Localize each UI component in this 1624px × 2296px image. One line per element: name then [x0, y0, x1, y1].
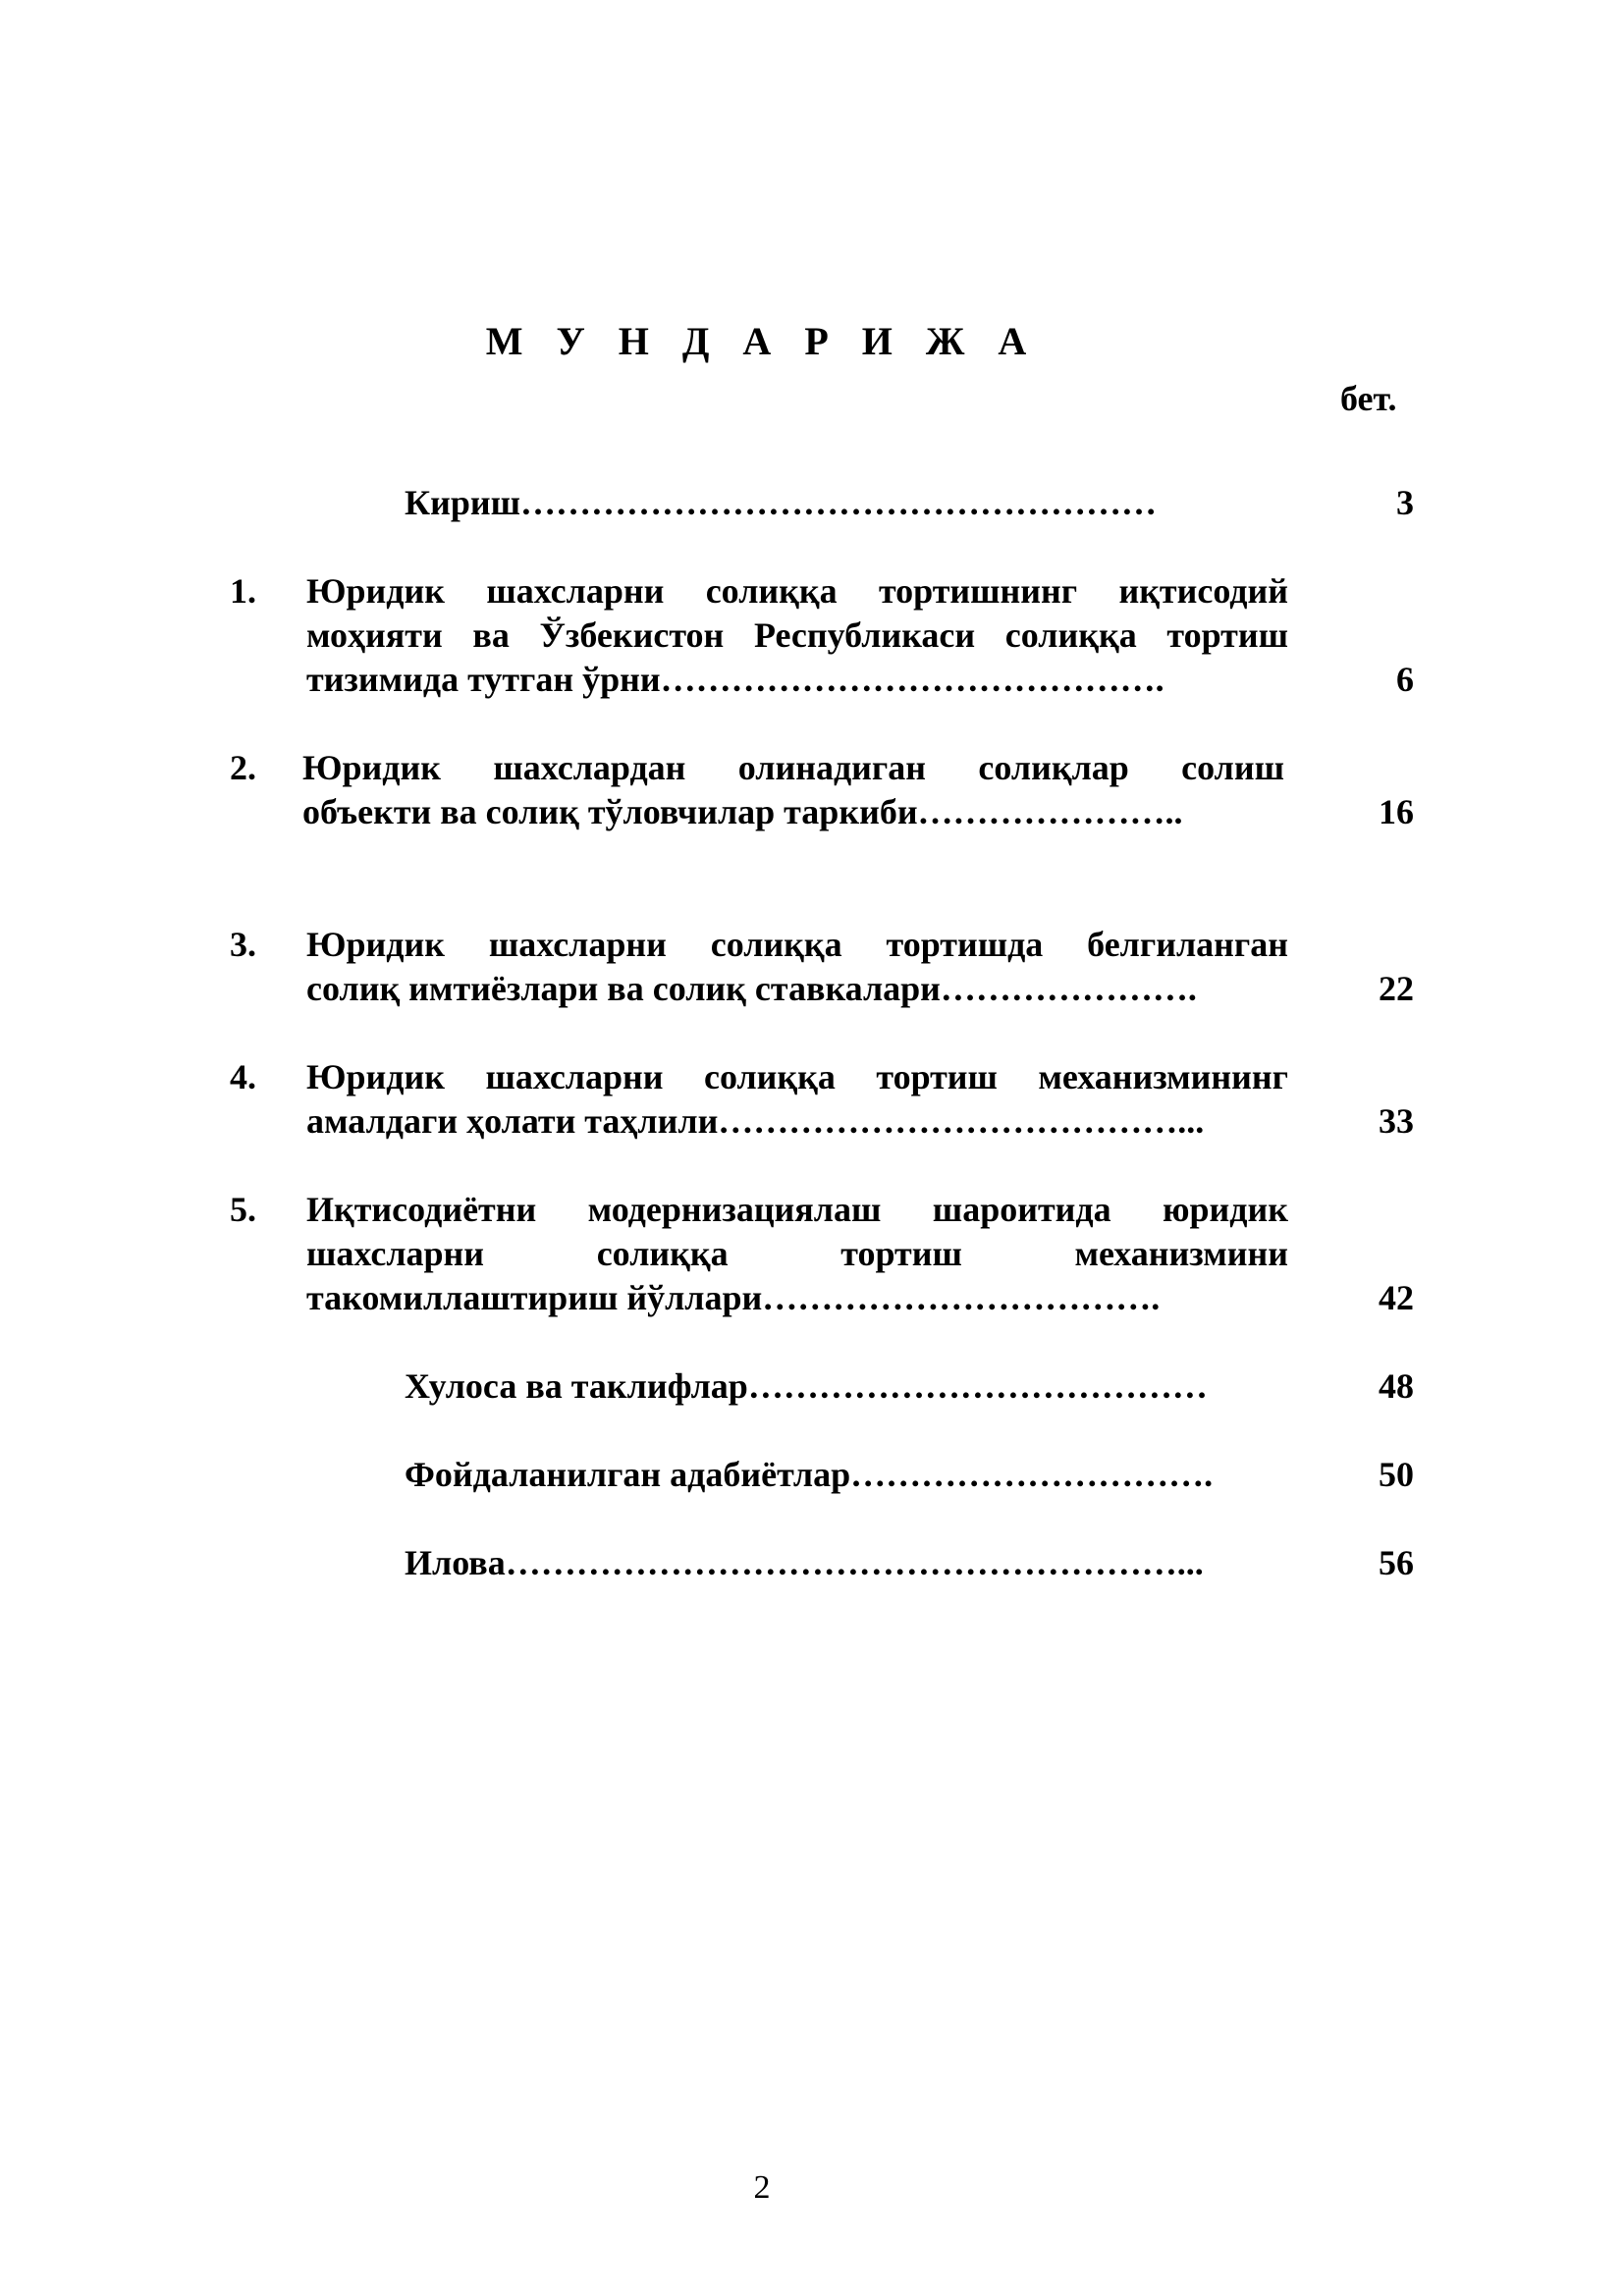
toc-entry-line: моҳияти ва Ўзбекистон Республикаси солиққа тортиш [306, 615, 1288, 655]
toc-entry-page: 6 [1396, 660, 1414, 699]
toc-entry-text [306, 1055, 1288, 1144]
toc-entry-text [306, 1188, 1288, 1320]
toc-entry-text [405, 1453, 1288, 1497]
toc-entry-page: 22 [1379, 969, 1414, 1008]
toc-entry-chapter-4[interactable] [0, 1055, 1624, 1144]
page-title: М У Н Д А Р И Ж А [485, 319, 1039, 363]
toc-entry-line: объекти ва солиқ тўловчилар таркиби………………….. [302, 792, 1183, 831]
toc-entry-line: Юридик шахсларни солиққа тортиш механизмининг [306, 1057, 1288, 1096]
toc-entry-number: 5. [230, 1190, 256, 1229]
toc-entry-conclusion[interactable] [0, 1364, 1624, 1409]
toc-entry-text [306, 923, 1288, 1011]
toc-entry-chapter-2[interactable] [0, 746, 1624, 834]
toc-entry-line: Иқтисодиётни модернизациялаш шароитида юридик [306, 1190, 1288, 1229]
toc-entry-introduction[interactable] [0, 481, 1624, 525]
toc-entry-chapter-1[interactable] [0, 569, 1624, 702]
footer-page-number: 2 [753, 2169, 771, 2206]
toc-entry-number: 1. [230, 571, 256, 611]
toc-entry-text [306, 569, 1288, 702]
toc-entry-page: 50 [1379, 1455, 1414, 1494]
toc-entry-chapter-3[interactable] [0, 923, 1624, 1011]
toc-entry-chapter-5[interactable] [0, 1188, 1624, 1320]
toc-entry-number: 2. [230, 748, 256, 787]
toc-entry-text [405, 481, 1288, 525]
toc-entry-page: 42 [1379, 1278, 1414, 1317]
toc-entry-page: 56 [1379, 1543, 1414, 1582]
toc-entry-line: шахсларни солиққа тортиш механизмини [306, 1234, 1288, 1273]
toc-entry-line: такомиллаштириш йўллари……………………………. [306, 1278, 1161, 1317]
toc-entry-appendix[interactable] [0, 1541, 1624, 1585]
toc-entry-line: тизимида тутган ўрни……………………………………. [306, 660, 1164, 699]
toc-entry-text [302, 746, 1284, 834]
toc-entry-line: Юридик шахсларни солиққа тортишнинг иқтисодий [306, 571, 1288, 611]
toc-entry-line: Кириш……………………………………………… [405, 483, 1158, 522]
toc-entry-line: Юридик шахслардан олинадиган солиқлар солиш [302, 748, 1284, 787]
toc-entry-line: Юридик шахсларни солиққа тортишда белгиланган [306, 925, 1288, 964]
toc-entry-page: 48 [1379, 1366, 1414, 1406]
toc-entry-references[interactable] [0, 1453, 1624, 1497]
toc-entry-page: 16 [1379, 792, 1414, 831]
toc-entry-text [405, 1541, 1288, 1585]
toc-entry-line: Хулоса ва таклифлар………………………………… [405, 1366, 1208, 1406]
toc-entry-line: Фойдаланилган адабиётлар…………………………. [405, 1455, 1214, 1494]
toc-entry-number: 3. [230, 925, 256, 964]
toc-entry-text [405, 1364, 1288, 1409]
page-column-label: бет. [1340, 379, 1397, 418]
toc-entry-page: 3 [1396, 483, 1414, 522]
toc-entry-line: Илова…………………………………………………... [405, 1543, 1204, 1582]
toc-entry-number: 4. [230, 1057, 256, 1096]
toc-entry-line: амалдаги ҳолати таҳлили…………………………………... [306, 1101, 1205, 1141]
toc-entry-line: солиқ имтиёзлари ва солиқ ставкалари…………………. [306, 969, 1197, 1008]
toc-entry-page: 33 [1379, 1101, 1414, 1141]
